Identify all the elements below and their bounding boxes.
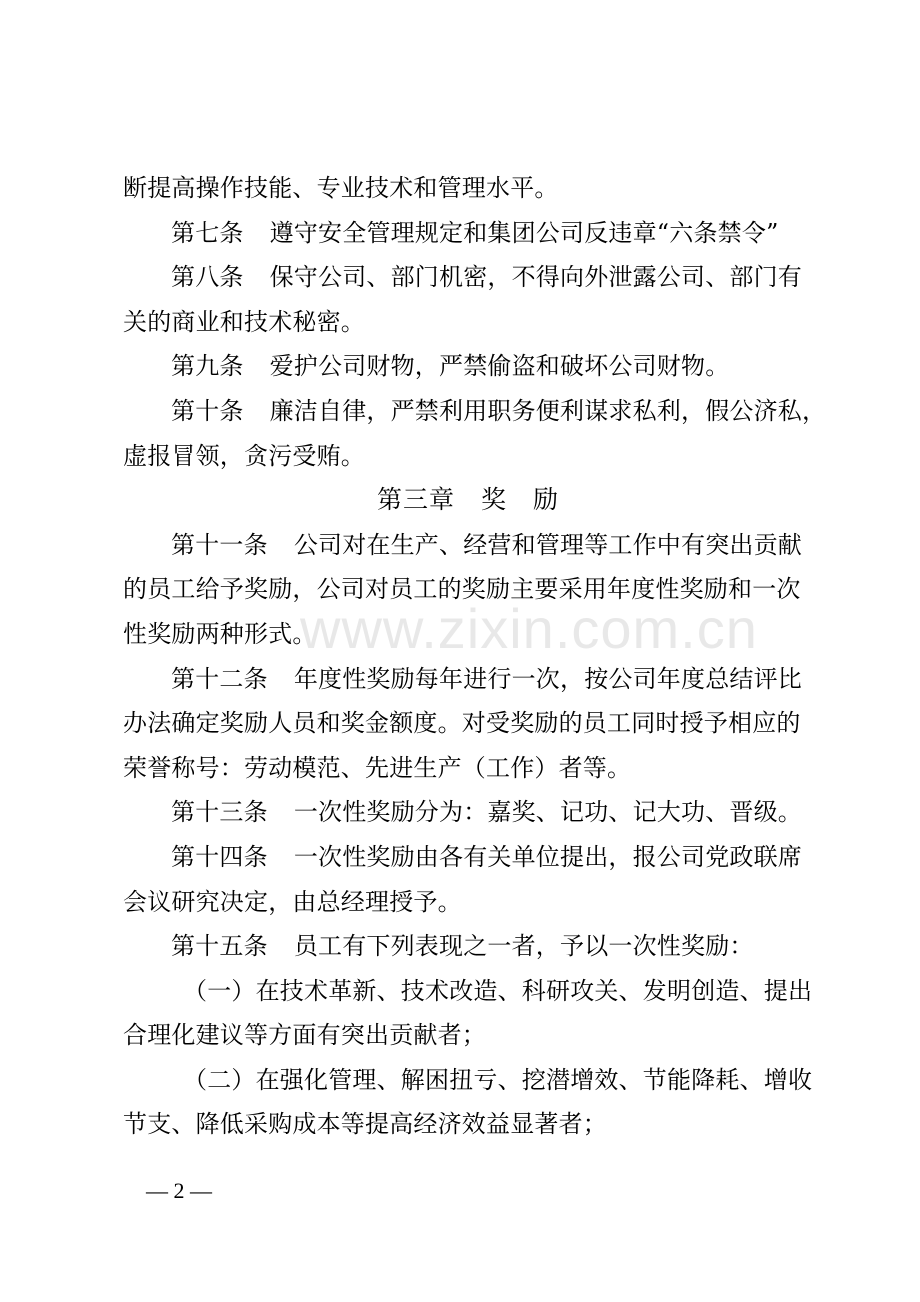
article-number: 第十二条 <box>171 664 268 693</box>
article-10 <box>123 389 827 434</box>
text-line: 办法确定奖励人员和奖金额度。对受奖励的员工同时授予相应的 <box>123 709 801 738</box>
article-text: 廉洁自律，严禁利用职务便利谋求私利，假公济私， <box>269 396 827 425</box>
article-8 <box>123 255 813 300</box>
article-number: 第七条 <box>171 218 244 247</box>
text-line: 虚报冒领，贪污受贿。 <box>123 441 365 470</box>
article-15 <box>123 924 813 969</box>
chapter-heading: 第三章 奖 励 <box>376 485 559 515</box>
list-item-1: （一）在技术革新、技术改造、科研攻关、发明创造、提出 <box>183 976 813 1005</box>
text-line: 的员工给予奖励，公司对员工的奖励主要采用年度性奖励和一次 <box>123 575 801 604</box>
text-line: 关的商业和技术秘密。 <box>123 307 365 336</box>
article-13 <box>123 790 813 835</box>
article-text: 一次性奖励由各有关单位提出，报公司党政联席 <box>293 842 803 871</box>
article-number: 第十四条 <box>171 842 268 871</box>
text-line: 会议研究决定，由总经理授予。 <box>123 887 462 916</box>
list-item-2: （二）在强化管理、解困扭亏、挖潜增效、节能降耗、增收 <box>183 1065 813 1094</box>
article-number: 第十五条 <box>171 932 268 961</box>
article-number: 第十三条 <box>171 798 268 827</box>
watermark: www.zixin.com.cn <box>300 597 758 660</box>
article-text: 遵守安全管理规定和集团公司反违章“六条禁令” <box>269 218 779 247</box>
article-text: 保守公司、部门机密，不得向外泄露公司、部门有 <box>269 263 803 292</box>
article-7 <box>123 211 813 256</box>
text-line: 性奖励两种形式。 <box>123 619 317 648</box>
article-text: 员工有下列表现之一者，予以一次性奖励： <box>293 932 754 961</box>
text-line: 断提高操作技能、专业技术和管理水平。 <box>123 174 559 202</box>
text-line: 节支、降低采购成本等提高经济效益显著者； <box>123 1110 607 1139</box>
article-text: 爱护公司财物，严禁偷盗和破坏公司财物。 <box>269 352 730 381</box>
article-14 <box>123 835 813 880</box>
article-text: 年度性奖励每年进行一次，按公司年度总结评比 <box>293 664 803 693</box>
article-number: 第九条 <box>171 352 244 381</box>
page-number: — 2 — <box>146 1178 212 1203</box>
text-line: 荣誉称号：劳动模范、先进生产（工作）者等。 <box>123 753 632 782</box>
article-text: 一次性奖励分为：嘉奖、记功、记大功、晋级。 <box>293 798 803 827</box>
article-12 <box>123 657 813 702</box>
document-body <box>123 166 827 1147</box>
article-11 <box>123 523 813 568</box>
article-9 <box>123 344 813 389</box>
article-number: 第八条 <box>171 263 244 292</box>
article-number: 第十条 <box>171 396 244 425</box>
article-number: 第十一条 <box>171 530 268 559</box>
text-line: 合理化建议等方面有突出贡献者； <box>123 1021 486 1050</box>
article-text: 公司对在生产、经营和管理等工作中有突出贡献 <box>293 530 803 559</box>
